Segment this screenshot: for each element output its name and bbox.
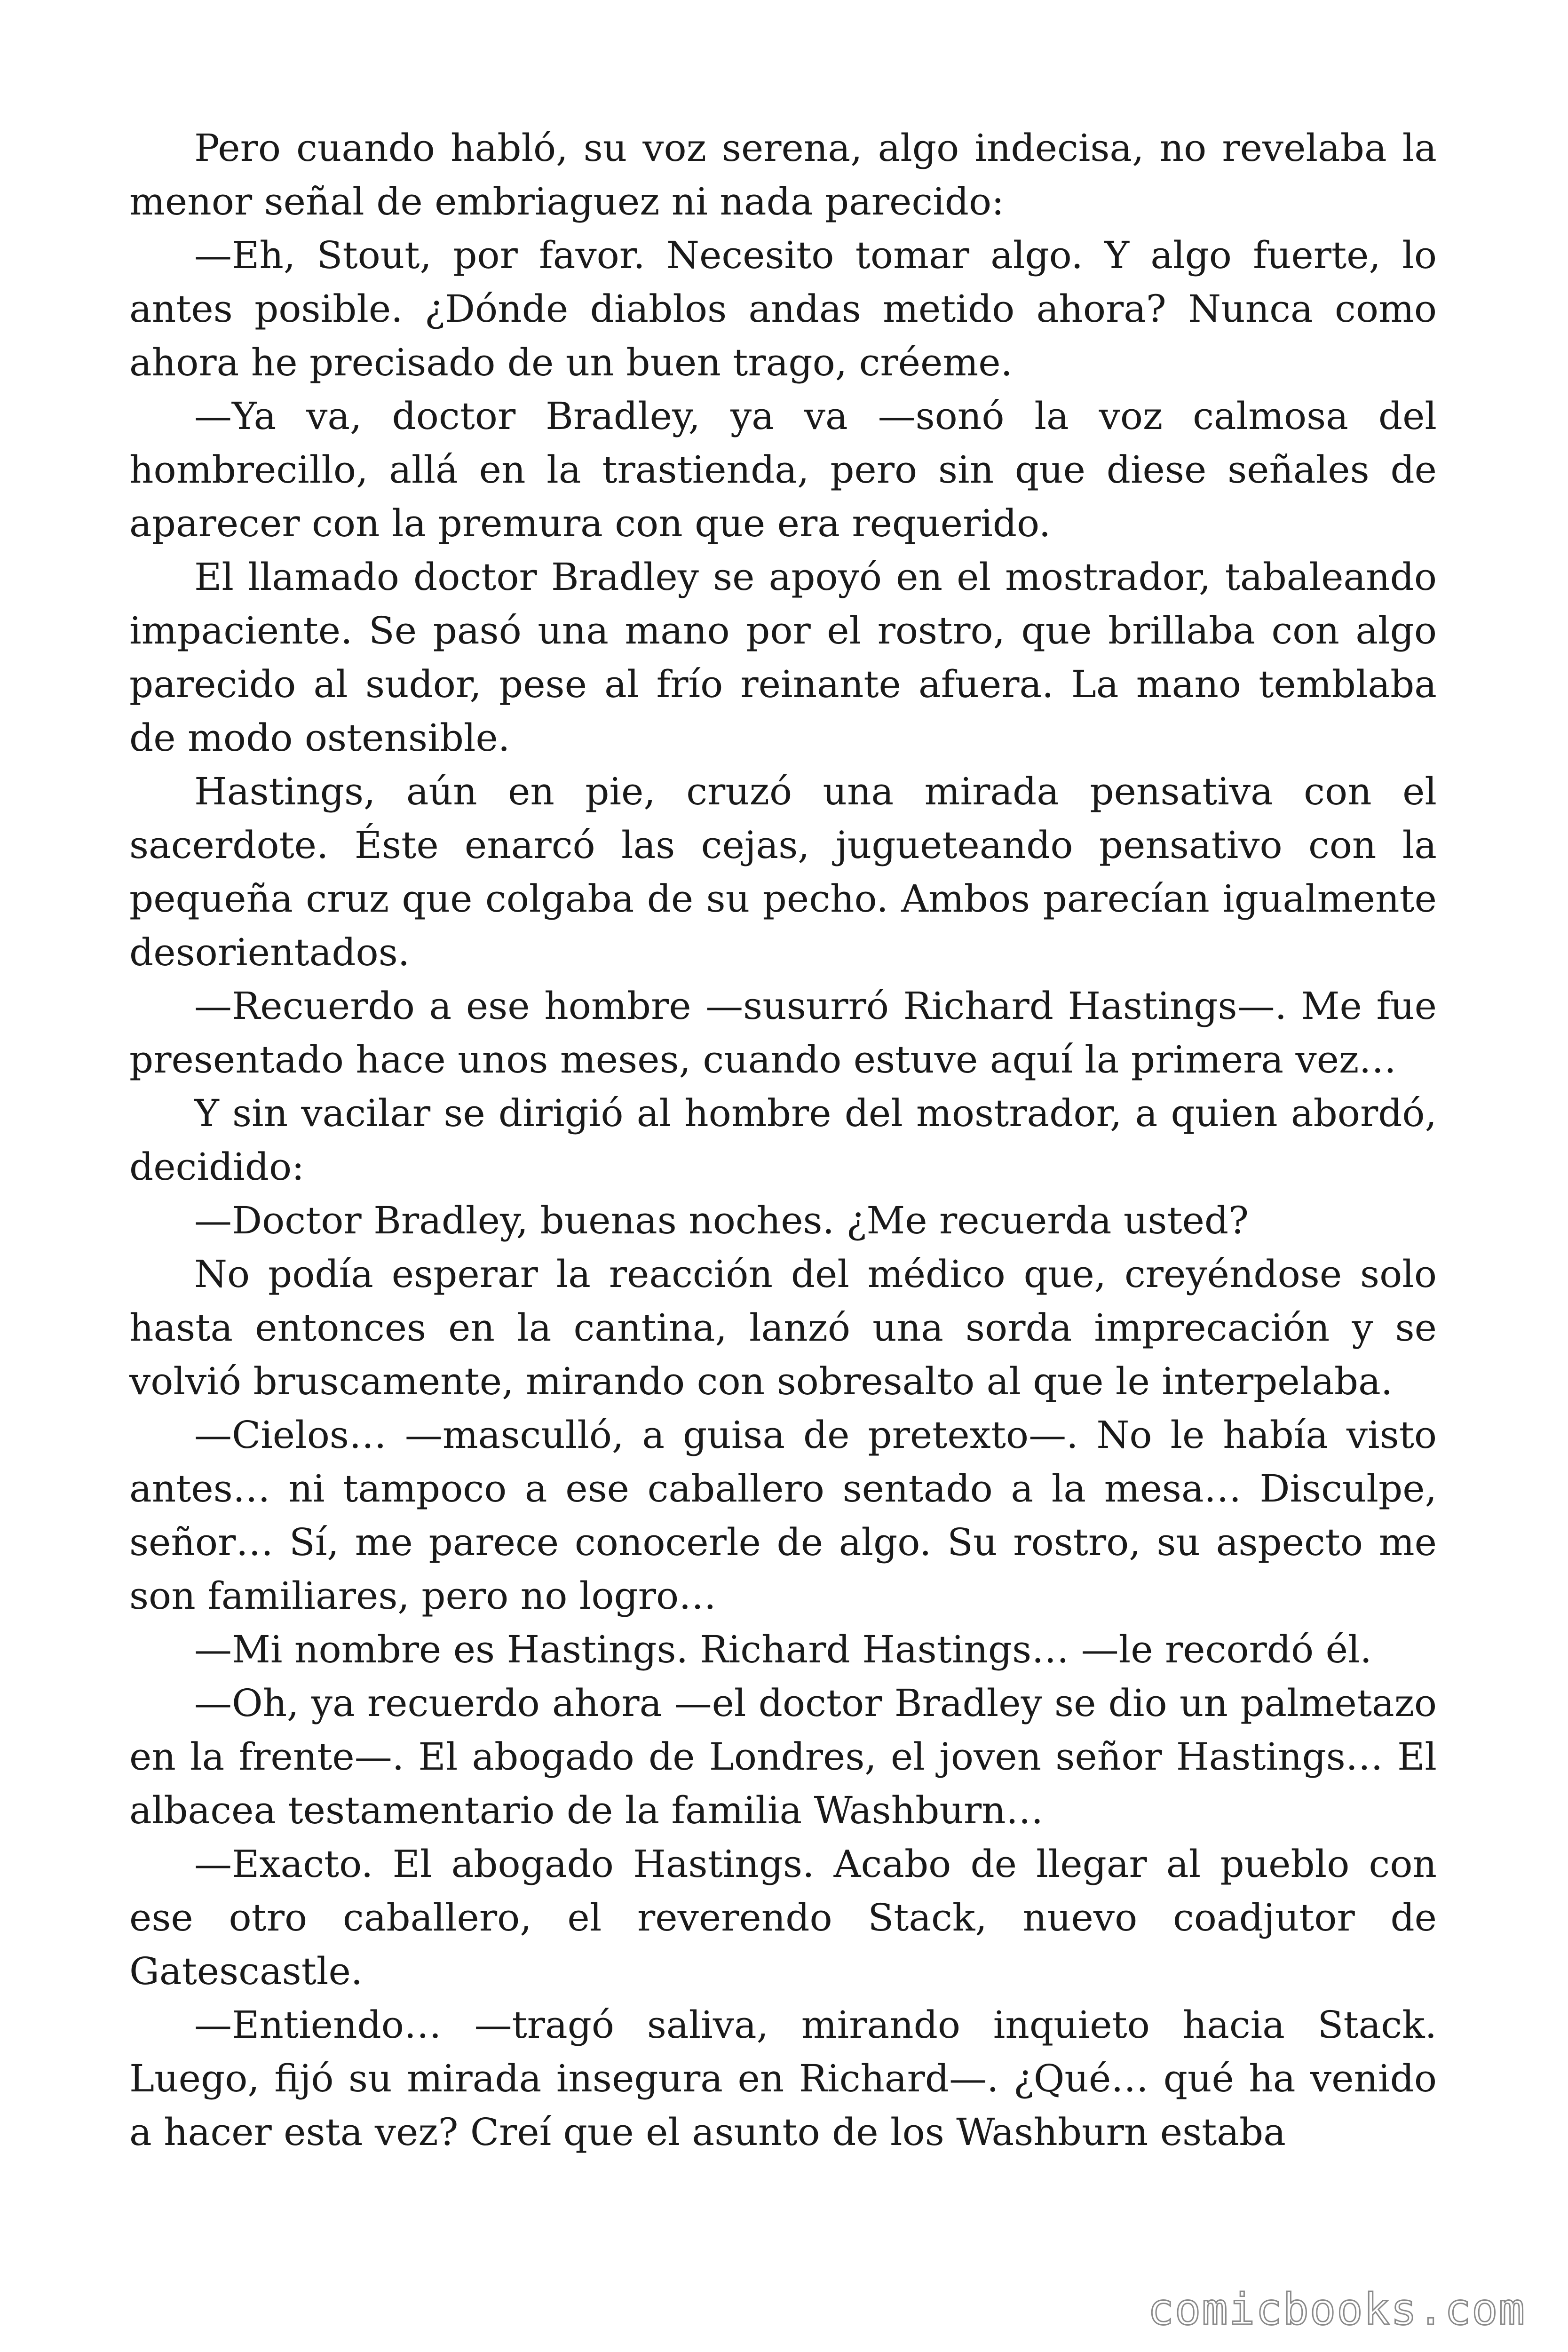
paragraph: —Mi nombre es Hastings. Richard Hastings… —le recordó él. — [194, 1628, 1372, 1671]
paragraph: —Oh, ya recuerdo ahora —el doctor Bradley se dio un palmetazo en la frente—. El abogado de Londres, el joven señor Hastings… El albacea testamentario de la familia Washburn… — [129, 1681, 1437, 1832]
paragraph: El llamado doctor Bradley se apoyó en el mostrador, tabaleando impaciente. Se pasó una mano por el rostro, que brillaba con algo parecido al sudor, pese al frío reinante afuera. La mano temblaba de modo ostensible. — [129, 555, 1437, 760]
body-text — [129, 121, 1437, 2159]
paragraph: —Doctor Bradley, buenas noches. ¿Me recuerda usted? — [194, 1199, 1249, 1242]
paragraph: —Recuerdo a ese hombre —susurró Richard Hastings—. Me fue presentado hace unos meses, cuando estuve aquí la primera vez… — [129, 984, 1437, 1081]
paragraph: Hastings, aún en pie, cruzó una mirada pensativa con el sacerdote. Éste enarcó las cejas, jugueteando pensativo con la pequeña cruz que colgaba de su pecho. Ambos parecían igualmente desorientados. — [129, 770, 1437, 974]
paragraph: Y sin vacilar se dirigió al hombre del mostrador, a quien abordó, decidido: — [129, 1091, 1437, 1189]
watermark: comicbooks.com — [1148, 2284, 1526, 2335]
paragraph: —Ya va, doctor Bradley, ya va —sonó la voz calmosa del hombrecillo, allá en la trastienda, pero sin que diese señales de aparecer con la premura con que era requerido. — [129, 394, 1437, 545]
paragraph: —Cielos… —mascullό, a guisa de pretexto—. No le había visto antes… ni tampoco a ese caballero sentado a la mesa… Disculpe, señor… Sí, me parece conocerle de algo. Su rostro, su aspecto me son familiares, pero no logro… — [129, 1413, 1437, 1618]
paragraph: Pero cuando habló, su voz serena, algo indecisa, no revelaba la menor señal de embriaguez ni nada parecido: — [129, 126, 1437, 223]
paragraph: —Entiendo… —tragó saliva, mirando inquieto hacia Stack. Luego, fijó su mirada insegura en Richard—. ¿Qué… qué ha venido a hacer esta vez? Creí que el asunto de los Washburn estaba — [129, 2003, 1437, 2154]
paragraph: —Exacto. El abogado Hastings. Acabo de llegar al pueblo con ese otro caballero, el reverendo Stack, nuevo coadjutor de Gatescastle. — [129, 1842, 1437, 1993]
paragraph: No podía esperar la reacción del médico que, creyéndose solo hasta entonces en la cantina, lanzó una sorda imprecación y se volvió bruscamente, mirando con sobresalto al que le interpelaba. — [129, 1252, 1437, 1403]
paragraph: —Eh, Stout, por favor. Necesito tomar algo. Y algo fuerte, lo antes posible. ¿Dónde diablos andas metido ahora? Nunca como ahora he precisado de un buen trago, créeme. — [129, 233, 1437, 384]
